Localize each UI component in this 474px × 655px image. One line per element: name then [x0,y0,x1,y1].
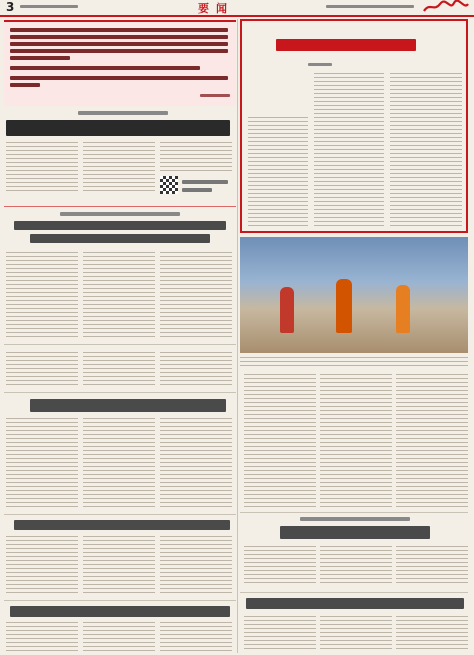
divider [240,592,468,593]
article-headline [30,234,210,243]
vertical-column-rule [237,19,238,653]
headline-index-box [4,20,236,106]
feature-column-body [314,73,384,227]
article-headline [14,221,226,230]
article-body [83,352,155,386]
article-body [320,546,392,586]
index-line [10,76,228,80]
article-body [160,418,232,508]
article-body [6,536,78,594]
article-body [6,352,78,386]
qr-caption [182,180,228,184]
page-number: 3 [6,0,15,14]
index-line [10,56,70,60]
masthead-date-line [326,5,414,8]
article-body [6,142,78,194]
photo-figure [336,279,352,333]
divider [4,206,236,207]
article-headline [30,399,226,412]
article-body [320,374,392,508]
article-body [160,252,232,338]
index-line [10,49,228,53]
article-body [6,622,78,652]
article-headline [6,120,230,136]
section-title: 要闻 [198,2,234,15]
article-body [160,352,232,386]
article-kicker [300,517,410,521]
index-line [10,83,40,87]
divider [240,512,468,513]
article-body [396,374,468,508]
photo-caption [240,357,468,369]
article-headline [10,606,230,617]
divider [4,514,236,515]
article-kicker [78,111,168,115]
article-body [244,616,316,652]
article-body [83,418,155,508]
newspaper-logo [422,0,470,14]
article-body [160,622,232,652]
feature-column-body [390,73,462,227]
article-body [6,418,78,508]
qr-caption [182,188,212,192]
index-line [10,66,200,70]
index-line [10,28,228,32]
divider [4,600,236,601]
article-body [160,142,232,172]
feature-column-body [248,117,308,227]
index-line [200,94,230,97]
article-body [244,546,316,586]
photo-figure [280,287,294,333]
article-body [83,536,155,594]
feature-column-byline [308,63,332,66]
index-line [10,35,228,39]
masthead-edition-line [20,5,78,8]
feature-column-title [276,39,416,51]
article-body [320,616,392,652]
article-headline [246,598,464,609]
article-headline [14,520,230,530]
masthead-rule [0,15,474,17]
article-body [83,252,155,338]
index-line [10,42,228,46]
divider [4,392,236,393]
divider [4,344,236,345]
article-body [83,142,155,194]
feature-column [240,19,468,233]
article-body [83,622,155,652]
article-kicker [60,212,180,216]
article-body [396,546,468,586]
news-photo [240,237,468,353]
masthead [0,0,474,14]
article-body [244,374,316,508]
article-body [6,252,78,338]
article-body [160,536,232,594]
article-headline [280,526,430,539]
qr-code [160,176,178,194]
article-body [396,616,468,652]
photo-figure [396,285,410,333]
